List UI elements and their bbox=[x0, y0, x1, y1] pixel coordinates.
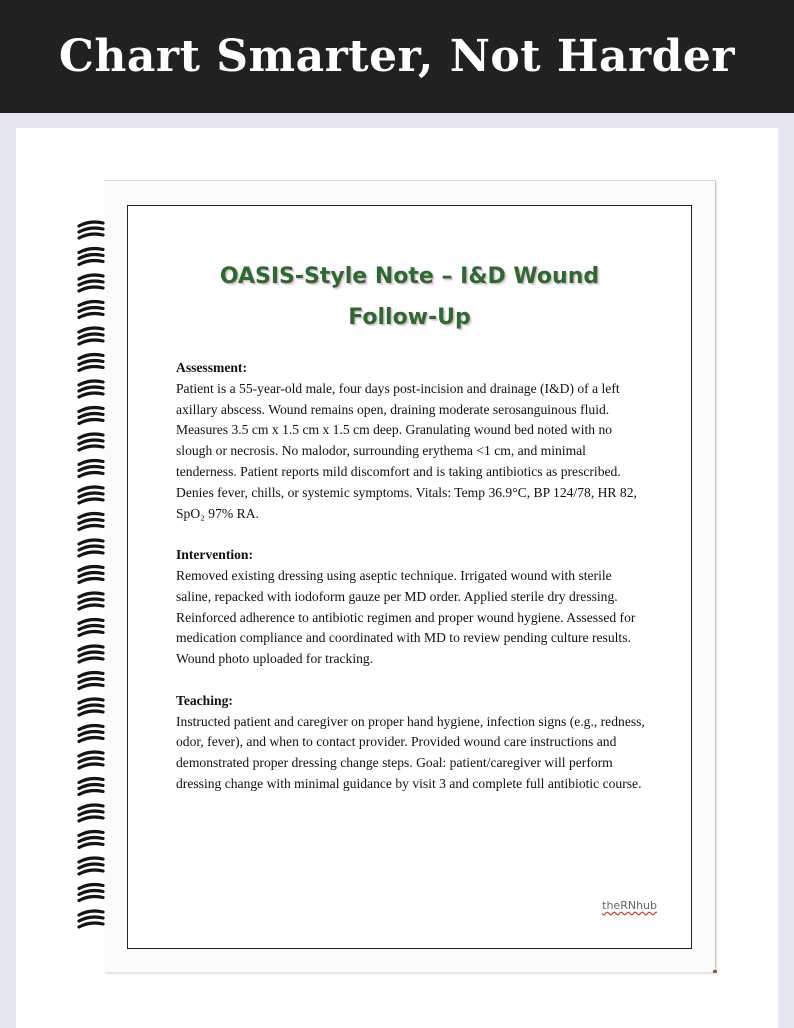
brand-watermark: theRNhub bbox=[602, 899, 657, 912]
banner-title: Chart Smarter, Not Harder bbox=[58, 31, 736, 82]
spiral-coil bbox=[79, 699, 103, 715]
spiral-coil bbox=[79, 779, 103, 795]
spiral-coil bbox=[79, 222, 103, 238]
spiral-binding-icon bbox=[76, 218, 106, 934]
section-heading: Assessment: bbox=[176, 360, 247, 375]
spiral-coil bbox=[79, 514, 103, 530]
section-teaching bbox=[176, 691, 646, 795]
document-title-line-1: OASIS-Style Note – I&D Wound bbox=[219, 264, 600, 289]
section-body: Instructed patient and caregiver on proper hand hygiene, infection signs (e.g., redness, odor, fever), and when to contact provider. Provided wound care instructions and demonstrated proper dressing change steps. Goal: patient/caregiver will perform dressing change with minimal guidance by visit 3 and complete full antibiotic course. bbox=[176, 713, 645, 791]
spiral-coil bbox=[79, 885, 103, 901]
spiral-coil bbox=[79, 673, 103, 689]
spiral-coil bbox=[79, 461, 103, 477]
section-assessment bbox=[176, 358, 646, 524]
spiral-coil bbox=[79, 275, 103, 291]
spiral-coil bbox=[79, 355, 103, 371]
spiral-coil bbox=[79, 381, 103, 397]
section-body: Removed existing dressing using aseptic technique. Irrigated wound with sterile saline, repacked with iodoform gauze per MD order. Applied sterile dry dressing. Reinforced adherence to antibiotic regimen and proper wound hygiene. Assessed for medication compliance and coordinated with MD to review pending culture results. Wound photo uploaded for tracking. bbox=[176, 567, 636, 667]
document-title-line-2: Follow-Up bbox=[348, 305, 471, 330]
spiral-coil bbox=[79, 249, 103, 265]
spiral-coil bbox=[79, 302, 103, 318]
document-title bbox=[128, 256, 691, 338]
spiral-coil bbox=[79, 408, 103, 424]
section-body: Patient is a 55-year-old male, four days post-incision and drainage (I&D) of a left axillary abscess. Wound remains open, draining moderate serosanguinous fluid. Measures 3.5 cm x 1.5 cm x 1.5 cm deep. Granulating wound bed noted with no slough or necrosis. No malodor, surrounding erythema <1 cm, and minimal tenderness. Patient reports mild discomfort and is taking antibiotics as prescribed. Denies fever, chills, or systemic symptoms. Vitals: Temp 36.9°C, BP 124/78, HR 82, SpO₂ 97% RA. bbox=[176, 380, 637, 521]
spiral-coil bbox=[79, 646, 103, 662]
note-page bbox=[127, 205, 692, 949]
spiral-coil bbox=[79, 911, 103, 927]
section-heading: Intervention: bbox=[176, 547, 254, 563]
section-heading: Teaching: bbox=[176, 692, 233, 708]
spiral-coil bbox=[79, 567, 103, 583]
spiral-coil bbox=[79, 805, 103, 821]
spiral-coil bbox=[79, 593, 103, 609]
spiral-coil bbox=[79, 726, 103, 742]
spiral-coil bbox=[79, 487, 103, 503]
note-sections bbox=[176, 358, 646, 816]
top-banner bbox=[0, 0, 794, 113]
spiral-coil bbox=[79, 620, 103, 636]
spiral-coil bbox=[79, 752, 103, 768]
spiral-coil bbox=[79, 858, 103, 874]
spiral-coil bbox=[79, 832, 103, 848]
section-intervention bbox=[176, 545, 646, 670]
spiral-coil bbox=[79, 328, 103, 344]
spiral-coil bbox=[79, 540, 103, 556]
spiral-coil bbox=[79, 434, 103, 450]
